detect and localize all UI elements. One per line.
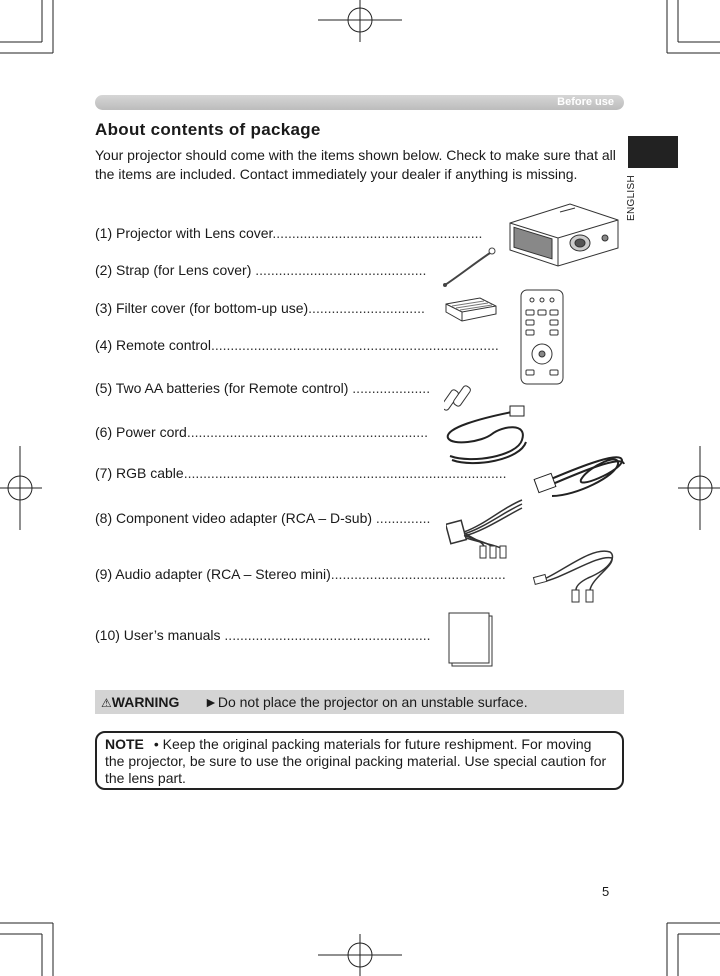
note-text: • Keep the original packing materials for future reshipment. For moving the projector, be sure to use the original packing material. Use special caution for the lens part.	[105, 736, 607, 786]
list-item: (4) Remote control..........................................................................	[95, 337, 499, 353]
list-item: (6) Power cord..............................................................	[95, 424, 428, 440]
warning-bar	[95, 690, 624, 714]
page-number: 5	[602, 884, 610, 899]
list-item: (10) User’s manuals .....................................................	[95, 627, 431, 643]
list-item: (8) Component video adapter (RCA – D-sub) ..............	[95, 510, 431, 526]
language-label: ENGLISH	[626, 174, 637, 221]
language-tab	[628, 136, 678, 168]
manuals-illustration	[446, 611, 494, 667]
rgb-cable-illustration	[532, 440, 627, 502]
warning-label: ⚠WARNING	[101, 694, 180, 710]
list-item: (1) Projector with Lens cover......................................................	[95, 225, 483, 241]
section-header-bar	[95, 95, 624, 110]
warning-text: ►Do not place the projector on an unstable surface.	[204, 694, 528, 710]
projector-illustration	[500, 198, 625, 268]
note-box	[95, 731, 624, 790]
audio-adapter-illustration	[532, 538, 618, 604]
remote-control-illustration	[518, 288, 566, 388]
strap-illustration	[440, 245, 500, 290]
note-label: NOTE	[105, 736, 144, 752]
list-item: (5) Two AA batteries (for Remote control) ....................	[95, 380, 431, 396]
page-title: About contents of package	[95, 120, 321, 139]
filter-cover-illustration	[440, 294, 500, 324]
list-item: (9) Audio adapter (RCA – Stereo mini).............................................	[95, 566, 506, 582]
warning-triangle-icon: ⚠	[101, 696, 112, 710]
intro-paragraph: Your projector should come with the items shown below. Check to make sure that all the items are included. Contact immediately your dealer if anything is missing.	[95, 147, 616, 182]
list-item: (2) Strap (for Lens cover) ............................................	[95, 262, 427, 278]
section-header-label: Before use	[557, 96, 614, 108]
power-cord-illustration	[442, 398, 534, 468]
component-adapter-illustration	[446, 494, 526, 560]
list-item: (3) Filter cover (for bottom-up use)..............................	[95, 300, 425, 316]
list-item: (7) RGB cable...................................................................................	[95, 465, 507, 481]
